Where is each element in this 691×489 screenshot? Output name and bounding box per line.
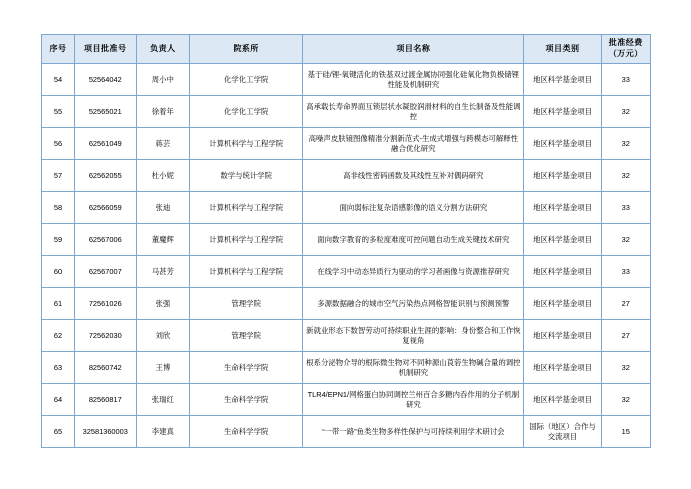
table-row [42,352,651,384]
cell-amount: 32 [601,352,650,384]
table-row [42,96,651,128]
cell-amount: 33 [601,64,650,96]
cell-amount: 33 [601,256,650,288]
column-header-person: 负责人 [136,35,189,64]
cell-project-type: 地区科学基金项目 [524,96,601,128]
cell-project-title: TLR4/EPN1/网格蛋白协同调控兰州百合多糖内吞作用的分子机制研究 [303,384,524,416]
cell-department: 计算机科学与工程学院 [190,192,303,224]
cell-project-code: 62566059 [74,192,136,224]
grant-table-container [41,34,651,448]
cell-person: 杜小妮 [136,160,189,192]
table-body [42,64,651,448]
table-row [42,128,651,160]
grant-table [41,34,651,448]
column-header-project-title: 项目名称 [303,35,524,64]
column-header-department: 院系所 [190,35,303,64]
cell-amount: 27 [601,320,650,352]
table-row [42,288,651,320]
cell-person: 张瑞红 [136,384,189,416]
cell-person: 刘欣 [136,320,189,352]
cell-no: 63 [42,352,75,384]
table-row [42,256,651,288]
table-row [42,192,651,224]
cell-no: 58 [42,192,75,224]
cell-project-title: “一带一路”鱼类生物多样性保护与可持续利用学术研讨会 [303,416,524,448]
cell-department: 管理学院 [190,288,303,320]
cell-project-type: 国际（地区）合作与交流项目 [524,416,601,448]
cell-no: 61 [42,288,75,320]
column-header-no: 序号 [42,35,75,64]
cell-department: 计算机科学与工程学院 [190,256,303,288]
cell-project-code: 72562030 [74,320,136,352]
cell-amount: 32 [601,384,650,416]
cell-amount: 32 [601,160,650,192]
cell-project-code: 62562055 [74,160,136,192]
table-row [42,64,651,96]
cell-project-code: 72561026 [74,288,136,320]
cell-person: 蒋芸 [136,128,189,160]
table-row [42,384,651,416]
cell-project-code: 62567007 [74,256,136,288]
table-row [42,160,651,192]
column-header-amount: 批准经费（万元） [601,35,650,64]
cell-person: 王博 [136,352,189,384]
column-header-project-code: 项目批准号 [74,35,136,64]
cell-project-type: 地区科学基金项目 [524,352,601,384]
cell-project-code: 52565021 [74,96,136,128]
cell-department: 生命科学学院 [190,352,303,384]
column-header-project-type: 项目类别 [524,35,601,64]
cell-department: 数学与统计学院 [190,160,303,192]
cell-project-title: 高承载长寿命界面互锁层状水凝胶润滑材料的自生长制备及性能调控 [303,96,524,128]
cell-project-type: 地区科学基金项目 [524,160,601,192]
cell-project-code: 82560742 [74,352,136,384]
cell-project-type: 地区科学基金项目 [524,64,601,96]
cell-person: 徐着年 [136,96,189,128]
cell-project-type: 地区科学基金项目 [524,288,601,320]
table-row [42,416,651,448]
cell-project-type: 地区科学基金项目 [524,128,601,160]
cell-department: 计算机科学与工程学院 [190,224,303,256]
cell-person: 李建真 [136,416,189,448]
cell-no: 57 [42,160,75,192]
cell-no: 56 [42,128,75,160]
cell-project-type: 地区科学基金项目 [524,320,601,352]
cell-no: 64 [42,384,75,416]
cell-project-title: 高噪声皮肤镜图像精准分割新范式-生成式增强与跨模态可解释性融合优化研究 [303,128,524,160]
cell-person: 董魔辉 [136,224,189,256]
cell-no: 65 [42,416,75,448]
cell-amount: 27 [601,288,650,320]
cell-project-title: 根系分泌物介导的根际微生物对不同种源山莨菪生物碱合量的调控机制研究 [303,352,524,384]
cell-person: 马甚芳 [136,256,189,288]
cell-person: 张迪 [136,192,189,224]
cell-project-type: 地区科学基金项目 [524,224,601,256]
cell-amount: 32 [601,224,650,256]
cell-project-title: 面向数字教育的多粒度难度可控问题自动生成关键技术研究 [303,224,524,256]
cell-no: 55 [42,96,75,128]
cell-department: 计算机科学与工程学院 [190,128,303,160]
cell-project-code: 82560817 [74,384,136,416]
table-header [42,35,651,64]
cell-amount: 15 [601,416,650,448]
cell-no: 62 [42,320,75,352]
cell-project-title: 高非线性密码函数及其线性互补对偶码研究 [303,160,524,192]
cell-project-code: 32581360003 [74,416,136,448]
cell-no: 60 [42,256,75,288]
cell-amount: 32 [601,96,650,128]
cell-amount: 32 [601,128,650,160]
cell-project-type: 地区科学基金项目 [524,384,601,416]
cell-department: 化学化工学院 [190,64,303,96]
cell-no: 54 [42,64,75,96]
cell-department: 管理学院 [190,320,303,352]
cell-person: 周小中 [136,64,189,96]
table-header-row [42,35,651,64]
cell-project-title: 在线学习中动态异质行为驱动的学习者画像与资源推荐研究 [303,256,524,288]
cell-project-title: 多源数据融合的城市空气污染热点网格智能识别与预测预警 [303,288,524,320]
cell-project-type: 地区科学基金项目 [524,256,601,288]
cell-no: 59 [42,224,75,256]
cell-department: 生命科学学院 [190,384,303,416]
cell-project-code: 62561049 [74,128,136,160]
cell-project-code: 62567006 [74,224,136,256]
cell-project-title: 基于硅/锂-氧键活化的铁基双过渡金属协同强化硅氧化物负极储锂性能及机制研究 [303,64,524,96]
cell-project-title: 面向弱标注复杂语感影像的语义分割方法研究 [303,192,524,224]
cell-project-title: 新就业形态下数智劳动可持续职业生涯的影响：身份整合和工作恢复视角 [303,320,524,352]
table-row [42,224,651,256]
cell-person: 张强 [136,288,189,320]
cell-project-code: 52564042 [74,64,136,96]
cell-amount: 33 [601,192,650,224]
table-row [42,320,651,352]
cell-project-type: 地区科学基金项目 [524,192,601,224]
cell-department: 化学化工学院 [190,96,303,128]
cell-department: 生命科学学院 [190,416,303,448]
